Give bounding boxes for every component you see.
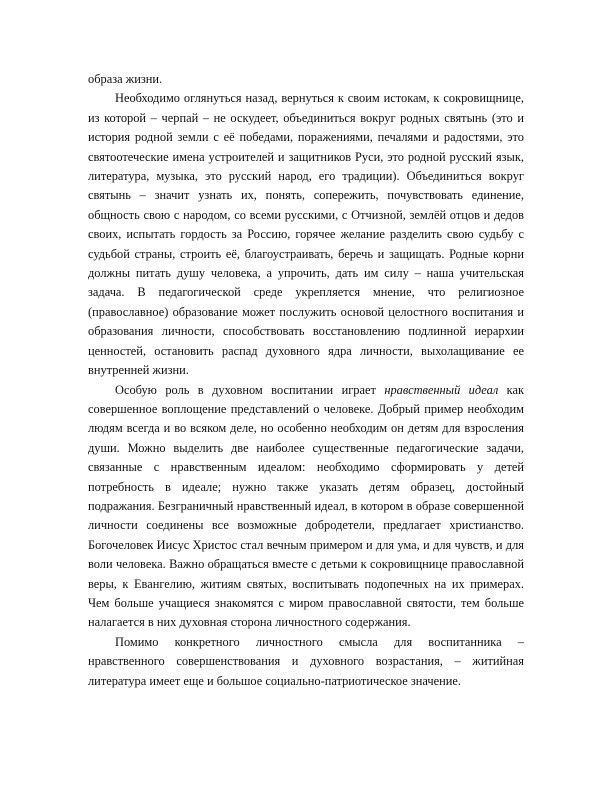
paragraph-moral-ideal <box>88 381 524 633</box>
paragraph-moral-ideal-intro: Особую роль в духовном воспитании играет <box>115 382 385 397</box>
paragraph-moral-ideal-body: как совершенное воплощение представлений о человеке. Добрый пример необходим людям всегда и во всяком деле, но особенно необходим он детям для взросления души. Можно выделить две наиболее существенные педагогические задачи, связанные с нравственным идеалом: необходимо сформировать у детей потребность в идеале; нужно также указать детям образец, достойный подражания. Безграничный нравственный идеал, в котором в образе совершенной личности соединены все возможные добродетели, предлагает христианство. Богочеловек Иисус Христос стал вечным примером и для ума, и для чувств, и для воли человека. Важно обращаться вместе с детьми к сокровищнице православной веры, к Евангелию, житиям святых, воспитывать подопечных на их примерах. Чем больше учащиеся знакомятся с миром православной святости, тем больше налагается в них духовная сторона личностного содержания. <box>88 382 524 630</box>
paragraph-hagiography: Помимо конкретного личностного смысла для воспитанника – нравственного совершенствования и духовного возрастания, – житийная литература имеет еще и большое социально-патриотическое значение. <box>88 634 524 688</box>
moral-ideal-term: нравственный идеал <box>384 382 499 397</box>
paragraph-roots: Необходимо оглянуться назад, вернуться к своим истокам, к сокровищнице, из которой – черпай – не оскудеет, объединиться вокруг родных святынь (это и история родной земли с её победами, поражениями, печалями и радостями, это святоотеческие имена устроителей и защитников Руси, это родной русский язык, литература, музыка, это русский народ, его традиции). Объединиться вокруг святынь – значит узнать их, понять, сопережить, почувствовать единение, общность свою с народом, со всеми русскими, с Отчизной, землёй отцов и дедов своих, испытать гордость за Россию, горячее желание разделить свою судьбу с судьбой страны, строить её, благоустраивать, беречь и защищать. Родные корни должны питать душу человека, а упрочить, дать им силу – наша учительская задача. В педагогической среде укрепляется мнение, что религиозное (православное) образование может послужить основой целостного воспитания и образования личности, способствовать восстановлению подлинной иерархии ценностей, остановить распад духовного ядра личности, выхолащивание ее внутренней жизни. <box>88 91 524 378</box>
paragraph-continuation: образа жизни. <box>88 72 163 86</box>
document-page <box>88 70 524 691</box>
